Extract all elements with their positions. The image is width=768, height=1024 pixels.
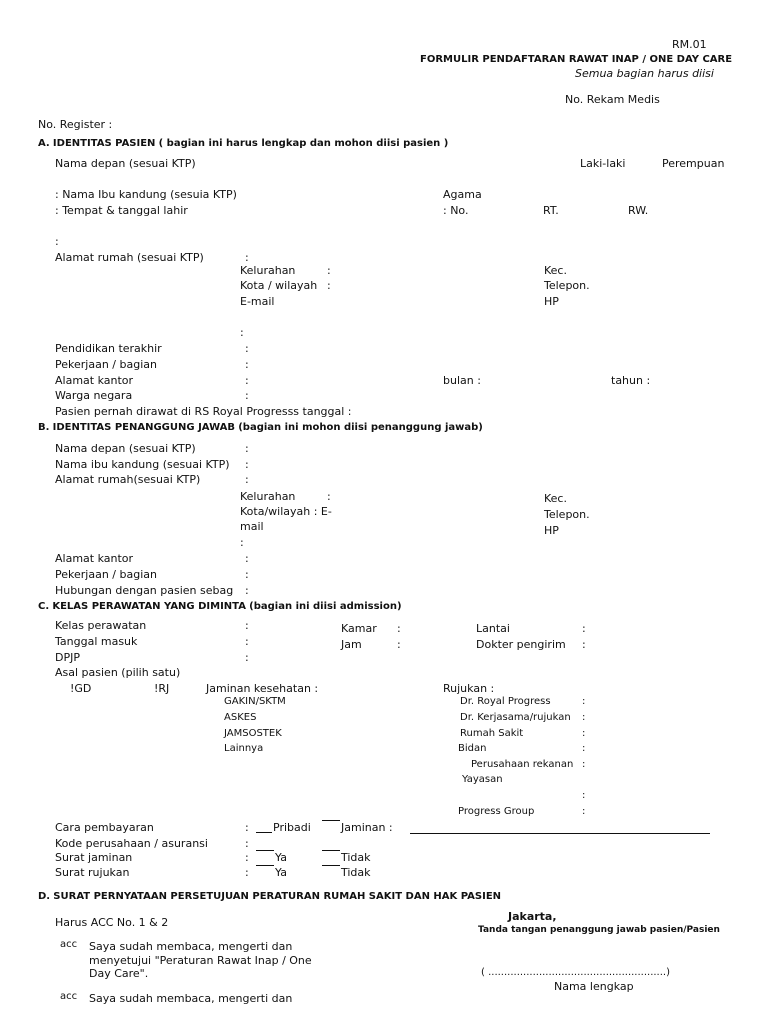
- hospital-option[interactable]: Rumah Sakit: [460, 728, 524, 739]
- full-name-label: Nama lengkap: [554, 980, 634, 993]
- dr-royal-option[interactable]: Dr. Royal Progress: [460, 696, 551, 707]
- referrer-label: Dokter pengirim: [476, 638, 566, 651]
- colon: :: [245, 584, 249, 597]
- guarantee-yes-option[interactable]: Ya: [275, 851, 287, 864]
- colon: :: [582, 743, 586, 754]
- colon: :: [245, 251, 249, 264]
- colon: :: [245, 389, 249, 402]
- igd-option[interactable]: !GD: [70, 682, 92, 695]
- must-acc-label: Harus ACC No. 1 & 2: [55, 916, 169, 929]
- referral-no-option[interactable]: Tidak: [341, 866, 371, 879]
- askes-option[interactable]: ASKES: [224, 712, 257, 723]
- guarantee-no-option[interactable]: Tidak: [341, 851, 371, 864]
- guarantor-kec-label: Kec.: [544, 492, 567, 505]
- colon: :: [245, 568, 249, 581]
- section-c-letter: C.: [38, 601, 50, 612]
- foundation-option[interactable]: Yayasan: [462, 774, 503, 785]
- colon: :: [582, 806, 586, 817]
- private-option[interactable]: Pribadi: [273, 821, 311, 834]
- colon: :: [582, 790, 586, 801]
- form-code: RM.01: [672, 38, 707, 51]
- address-no-label: : No.: [443, 204, 469, 217]
- colon: :: [245, 619, 249, 632]
- colon: :: [245, 442, 249, 455]
- religion-label: Agama: [443, 188, 482, 201]
- signature-label: Tanda tangan penanggung jawab pasien/Pasien: [478, 925, 720, 935]
- telepon-label: Telepon.: [544, 279, 590, 292]
- first-name-label: Nama depan (sesuai KTP): [55, 157, 196, 170]
- colon: :: [582, 622, 586, 635]
- company-option[interactable]: Perusahaan rekanan: [471, 759, 574, 770]
- statement1-line1: Saya sudah membaca, mengerti dan: [89, 940, 293, 953]
- gender-female-option[interactable]: Perempuan: [662, 157, 725, 170]
- section-a-title: IDENTITAS PASIEN: [52, 138, 156, 149]
- medical-record-label: No. Rekam Medis: [565, 93, 660, 106]
- origin-label: Asal pasien (pilih satu): [55, 666, 181, 679]
- year-label: tahun :: [611, 374, 651, 387]
- section-b-heading: [38, 421, 483, 434]
- colon: :: [245, 473, 249, 486]
- guarantee-checkbox-line[interactable]: [322, 820, 340, 821]
- previous-stay-label: Pasien pernah dirawat di RS Royal Progresss tanggal :: [55, 405, 352, 418]
- colon: :: [245, 635, 249, 648]
- company-code-label: Kode perusahaan / asuransi: [55, 837, 208, 850]
- floor-label: Lantai: [476, 622, 510, 635]
- section-c-note: (bagian ini diisi admission): [249, 601, 402, 612]
- birth-label: : Tempat & tanggal lahir: [55, 204, 188, 217]
- colon: :: [245, 851, 249, 864]
- referral-letter-label: Surat rujukan: [55, 866, 130, 879]
- no2-checkbox-line[interactable]: [322, 865, 340, 866]
- other-insurance-option[interactable]: Lainnya: [224, 743, 264, 754]
- colon: :: [582, 696, 586, 707]
- guarantee-option[interactable]: Jaminan :: [341, 821, 393, 834]
- form-subtitle: Semua bagian harus diisi: [575, 67, 714, 80]
- room-label: Kamar: [341, 622, 377, 635]
- acc2-checkbox[interactable]: acc: [60, 991, 78, 1002]
- colon: :: [397, 622, 401, 635]
- job-label: Pekerjaan / bagian: [55, 358, 157, 371]
- private-checkbox-line[interactable]: [256, 832, 272, 833]
- jamsostek-option[interactable]: JAMSOSTEK: [224, 728, 282, 739]
- guarantor-kota-label: Kota/wilayah : E-: [240, 505, 332, 518]
- referral-yes-option[interactable]: Ya: [275, 866, 287, 879]
- statement1-line3: Day Care".: [89, 967, 149, 980]
- guarantor-job-label: Pekerjaan / bagian: [55, 568, 157, 581]
- city-label: Jakarta,: [508, 910, 557, 923]
- kelurahan-label: Kelurahan: [240, 264, 296, 277]
- guarantor-hp-label: HP: [544, 524, 559, 537]
- colon: :: [245, 358, 249, 371]
- section-c-title: KELAS PERAWATAN YANG DIMINTA: [52, 601, 246, 612]
- office-address-label: Alamat kantor: [55, 374, 134, 387]
- colon: :: [245, 651, 249, 664]
- section-b-letter: B.: [38, 422, 50, 433]
- guarantee-fill-line[interactable]: [410, 833, 710, 834]
- colon: :: [240, 326, 244, 339]
- progress-group-option[interactable]: Progress Group: [458, 806, 535, 817]
- time-label: Jam: [341, 638, 362, 651]
- dr-partner-option[interactable]: Dr. Kerjasama/rujukan: [460, 712, 571, 723]
- colon: :: [245, 837, 249, 850]
- email-label: E-mail: [240, 295, 275, 308]
- colon: :: [245, 342, 249, 355]
- guarantee-letter-label: Surat jaminan: [55, 851, 133, 864]
- class-label: Kelas perawatan: [55, 619, 147, 632]
- colon: :: [327, 490, 331, 503]
- colon: :: [55, 235, 59, 248]
- guarantor-email-label: mail: [240, 520, 264, 533]
- colon: :: [582, 759, 586, 770]
- guarantor-telepon-label: Telepon.: [544, 508, 590, 521]
- colon: :: [240, 536, 244, 549]
- midwife-option[interactable]: Bidan: [458, 743, 487, 754]
- payment-label: Cara pembayaran: [55, 821, 154, 834]
- entry-date-label: Tanggal masuk: [55, 635, 138, 648]
- colon: :: [327, 279, 331, 292]
- section-c-heading: [38, 600, 402, 613]
- education-label: Pendidikan terakhir: [55, 342, 162, 355]
- colon: :: [582, 638, 586, 651]
- yes2-checkbox-line[interactable]: [256, 865, 274, 866]
- address-label: Alamat rumah (sesuai KTP): [55, 251, 204, 264]
- guarantor-mother-name-label: Nama ibu kandung (sesuai KTP): [55, 458, 230, 471]
- irj-option[interactable]: !RJ: [154, 682, 170, 695]
- colon: :: [245, 821, 249, 834]
- colon: :: [582, 728, 586, 739]
- guarantor-office-label: Alamat kantor: [55, 552, 134, 565]
- colon: :: [582, 712, 586, 723]
- section-a-note: ( bagian ini harus lengkap dan mohon diisi pasien ): [158, 138, 449, 149]
- colon: :: [245, 866, 249, 879]
- month-label: bulan :: [443, 374, 481, 387]
- statement2-line1: Saya sudah membaca, mengerti dan: [89, 992, 293, 1005]
- guarantor-kelurahan-label: Kelurahan: [240, 490, 296, 503]
- mother-name-label: : Nama Ibu kandung (sesuia KTP): [55, 188, 237, 201]
- gakin-option[interactable]: GAKIN/SKTM: [224, 696, 286, 707]
- yes1-checkbox-line[interactable]: [256, 850, 274, 851]
- gender-male-option[interactable]: Laki-laki: [580, 157, 626, 170]
- rw-label: RW.: [628, 204, 649, 217]
- guarantor-address-label: Alamat rumah(sesuai KTP): [55, 473, 201, 486]
- colon: :: [245, 552, 249, 565]
- insurance-label: Jaminan kesehatan :: [206, 682, 319, 695]
- section-d-heading: [38, 890, 501, 903]
- colon: :: [397, 638, 401, 651]
- guarantor-first-name-label: Nama depan (sesuai KTP): [55, 442, 196, 455]
- rt-label: RT.: [543, 204, 559, 217]
- form-title: FORMULIR PENDAFTARAN RAWAT INAP / ONE DAY CARE: [420, 54, 733, 65]
- hp-label: HP: [544, 295, 559, 308]
- section-a-letter: A.: [38, 138, 50, 149]
- colon: :: [245, 458, 249, 471]
- relation-label: Hubungan dengan pasien sebag: [55, 584, 234, 597]
- colon: :: [245, 374, 249, 387]
- section-b-title: IDENTITAS PENANGGUNG JAWAB: [52, 422, 236, 433]
- kota-label: Kota / wilayah: [240, 279, 318, 292]
- dpjp-label: DPJP: [55, 651, 80, 664]
- kec-label: Kec.: [544, 264, 567, 277]
- statement1-line2: menyetujui "Peraturan Rawat Inap / One: [89, 954, 312, 967]
- section-b-note: (bagian ini mohon diisi penanggung jawab): [238, 422, 483, 433]
- signature-line[interactable]: ( ........................................................): [481, 967, 670, 978]
- colon: :: [327, 264, 331, 277]
- section-d-title: SURAT PERNYATAAN PERSETUJUAN PERATURAN RUMAH SAKIT DAN HAK PASIEN: [53, 891, 502, 902]
- register-label: No. Register :: [38, 118, 113, 131]
- acc1-checkbox[interactable]: acc: [60, 939, 78, 950]
- referral-label: Rujukan :: [443, 682, 495, 695]
- section-a-heading: [38, 137, 448, 150]
- no1-checkbox-line[interactable]: [322, 850, 340, 851]
- section-d-letter: D.: [38, 891, 51, 902]
- nationality-label: Warga negara: [55, 389, 133, 402]
